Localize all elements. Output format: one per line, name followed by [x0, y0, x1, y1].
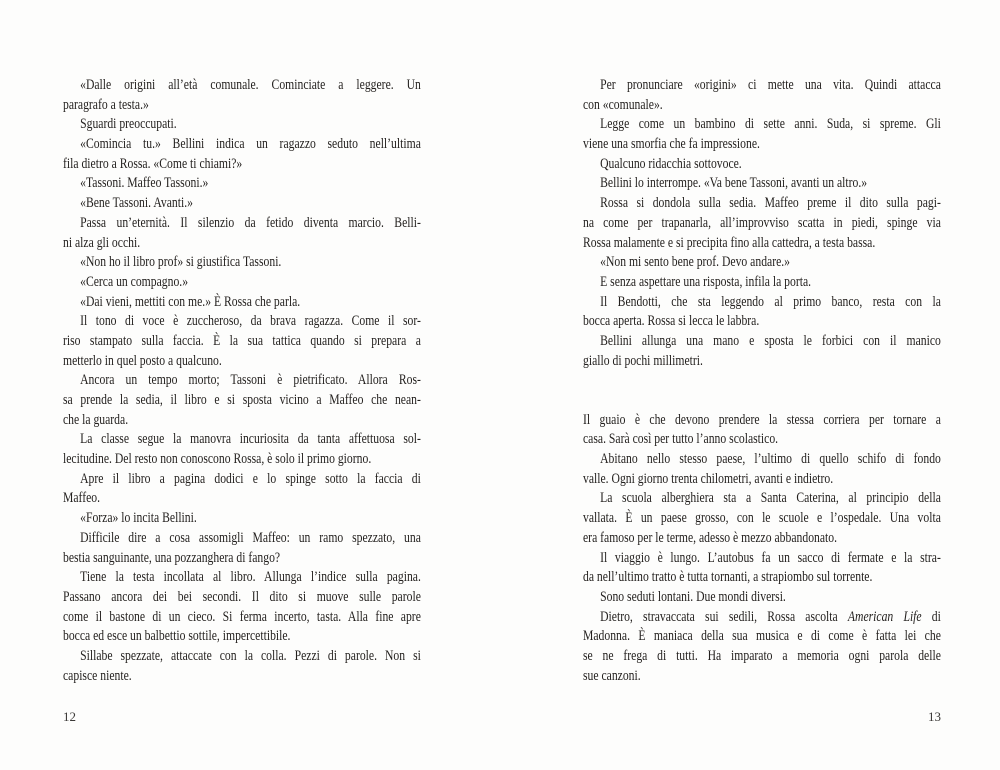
text-line: giallo di pochi millimetri.	[583, 352, 703, 369]
page-right-text-column	[583, 76, 941, 686]
text-line: «Bene Tassoni. Avanti.»	[80, 195, 193, 212]
text-line: valle. Ogni giorno trenta chilometri, avanti e indietro.	[583, 470, 834, 487]
text-line: viene una smorfia che fa impressione.	[583, 136, 760, 153]
text-line: «Dai vieni, mettiti con me.» È Rossa che parla.	[80, 293, 301, 310]
text-line: Rossa malamente e si precipita fino alla cattedra, a testa bassa.	[583, 234, 876, 251]
text-line: «Tassoni. Maffeo Tassoni.»	[80, 175, 209, 192]
text-line: Maffeo.	[63, 490, 101, 507]
text-line: Sguardi preoccupati.	[80, 116, 177, 133]
text-line: come il bastone di un cieco. Si ferma incerto, tasta. Alla fine apre	[63, 608, 421, 625]
text-line: metterlo in quel posto a qualcuno.	[63, 352, 222, 369]
text-line: con «comunale».	[583, 96, 663, 113]
text-line: Bellini lo interrompe. «Va bene Tassoni, avanti un altro.»	[600, 175, 868, 192]
text-line: che la guarda.	[63, 411, 129, 428]
text-line: paragrafo a testa.»	[63, 96, 149, 113]
text-line: La scuola alberghiera sta a Santa Caterina, al principio della	[600, 490, 941, 507]
text-line: se ne frega di tutti. Ha imparato a memoria ogni parola delle	[583, 647, 941, 664]
text-line: Difficile dire a cosa assomigli Maffeo: un ramo spezzato, una	[80, 529, 421, 546]
text-line: Passano ancora dei bei secondi. Il dito si muove sulle parole	[63, 588, 421, 605]
text-line: Per pronunciare «origini» ci mette una vita. Quindi attacca	[600, 77, 941, 93]
blank-line	[583, 371, 941, 391]
text-line: «Comincia tu.» Bellini indica un ragazzo seduto nell’ultima	[80, 136, 421, 153]
text-line: Il tono di voce è zuccheroso, da brava ragazza. Come il sor-	[80, 313, 421, 330]
text-line: casa. Sarà così per tutto l’anno scolastico.	[583, 431, 779, 448]
text-line: ni alza gli occhi.	[63, 234, 141, 251]
text-line: da nell’ultimo tratto è tutta tornanti, a strapiombo sul torrente.	[583, 569, 873, 586]
text-line: La classe segue la manovra incuriosita da tanta affettuosa sol-	[80, 431, 421, 448]
text-line: «Non mi sento bene prof. Devo andare.»	[600, 254, 791, 271]
text-line: Il viaggio è lungo. L’autobus fa un sacco di fermate e la stra-	[600, 549, 941, 566]
text-line: bocca ed esce un balbettio sottile, impercettibile.	[63, 628, 291, 645]
page-right	[500, 0, 1000, 770]
text-line: E senza aspettare una risposta, infila la porta.	[600, 273, 812, 290]
text-line: Apre il libro a pagina dodici e lo spinge sotto la faccia di	[80, 470, 421, 487]
text-line: era famoso per le terme, adesso è mezzo abbandonato.	[583, 529, 838, 546]
text-line: Rossa si dondola sulla sedia. Maffeo preme il dito sulla pagi-	[600, 195, 941, 212]
text-line: «Dalle origini all’età comunale. Cominciate a leggere. Un	[80, 77, 421, 93]
text-line: Abitano nello stesso paese, l’ultimo di quello schifo di fondo	[600, 451, 941, 468]
text-line: «Forza» lo incita Bellini.	[80, 510, 197, 527]
text-line: capisce niente.	[63, 667, 132, 684]
text-line: na come per trapanarla, all’improvviso scatta in piedi, spinge via	[583, 214, 941, 231]
page-number-right: 13	[928, 709, 941, 724]
text-line: vallata. È un paese grosso, con le scuole e l’ospedale. Una volta	[583, 510, 941, 527]
page-number-left: 12	[63, 709, 76, 724]
text-line: bocca aperta. Rossa si lecca le labbra.	[583, 313, 760, 330]
text-line: Ancora un tempo morto; Tassoni è pietrificato. Allora Ros-	[80, 372, 421, 389]
text-line: Qualcuno ridacchia sottovoce.	[600, 155, 742, 172]
text-line: Dietro, stravaccata sui sedili, Rossa ascolta American Life di	[600, 608, 941, 625]
text-line: riso stampato sulla faccia. È la sua tattica quando si prepara a	[63, 332, 421, 349]
text-line: Legge come un bambino di sette anni. Suda, si spreme. Gli	[600, 116, 941, 133]
blank-line	[583, 391, 941, 411]
text-line: Passa un’eternità. Il silenzio da fetido diventa marcio. Belli-	[80, 214, 421, 231]
text-line: Bellini allunga una mano e sposta le forbici con il manico	[600, 332, 941, 349]
text-line: fila dietro a Rossa. «Come ti chiami?»	[63, 155, 243, 172]
page-left-text-column	[63, 76, 421, 686]
text-line: bestia sanguinante, una pozzanghera di fango?	[63, 549, 281, 566]
text-line: Il guaio è che devono prendere la stessa corriera per tornare a	[583, 411, 941, 428]
text-line: Madonna. È maniaca della sua musica e di come è fatta lei che	[583, 628, 941, 645]
text-line: «Cerca un compagno.»	[80, 273, 189, 290]
text-line: «Non ho il libro prof» si giustifica Tassoni.	[80, 254, 282, 271]
text-line: Tiene la testa incollata al libro. Allunga l’indice sulla pagina.	[80, 569, 421, 586]
text-line: Il Bendotti, che sta leggendo al primo banco, resta con la	[600, 293, 941, 310]
text-line: sa prende la sedia, il libro e si sposta vicino a Maffeo che nean-	[63, 392, 421, 408]
text-line: lecitudine. Del resto non conoscono Rossa, è solo il primo giorno.	[63, 451, 372, 468]
text-line: Sono seduti lontani. Due mondi diversi.	[600, 588, 786, 605]
text-line: Sillabe spezzate, attaccate con la colla. Pezzi di parole. Non si	[80, 647, 421, 664]
text-line: sue canzoni.	[583, 667, 641, 684]
